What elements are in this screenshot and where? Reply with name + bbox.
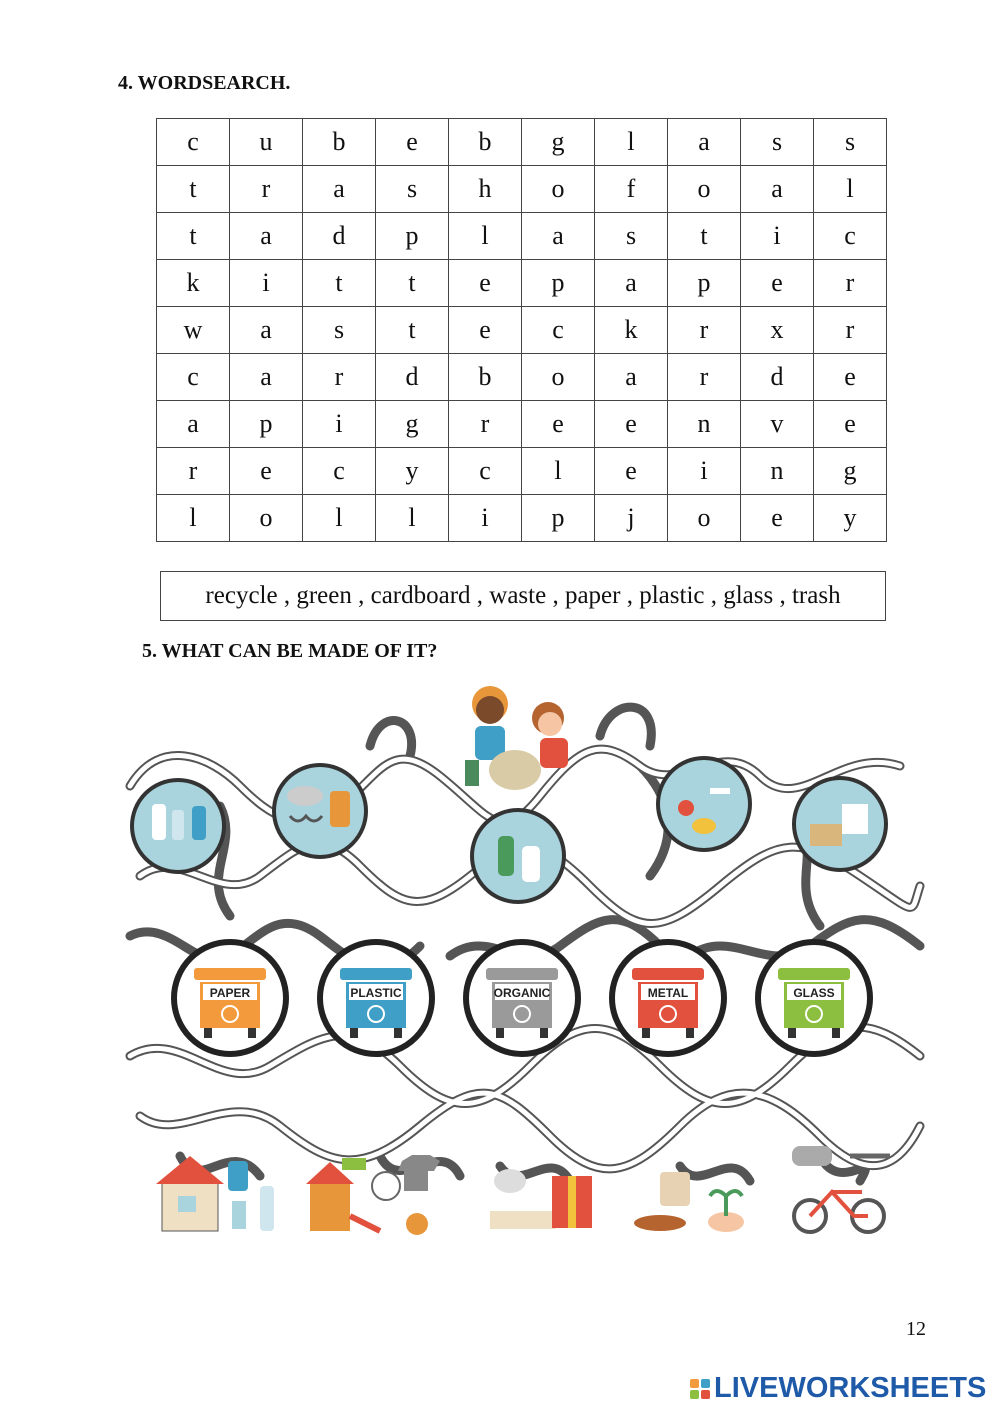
bin-wheel [248,1028,256,1038]
bin-wheel [394,1028,402,1038]
grid-cell[interactable]: a [668,119,741,166]
word-bank: recycle , green , cardboard , waste , paper , plastic , glass , trash [160,571,886,621]
grid-cell[interactable]: c [814,213,887,260]
grid-cell[interactable]: a [230,354,303,401]
grid-cell[interactable]: r [230,166,303,213]
bin-wheel [642,1028,650,1038]
grid-cell[interactable]: p [230,401,303,448]
grid-cell[interactable]: t [668,213,741,260]
grid-cell[interactable]: c [522,307,595,354]
grid-cell[interactable]: t [157,166,230,213]
grid-cell[interactable]: w [157,307,230,354]
grid-cell[interactable]: t [376,307,449,354]
grid-cell[interactable]: e [522,401,595,448]
grid-cell[interactable]: r [157,448,230,495]
bin-wheel [788,1028,796,1038]
grid-cell[interactable]: c [303,448,376,495]
grid-cell[interactable]: g [814,448,887,495]
grid-cell[interactable]: s [741,119,814,166]
bin-plastic [320,942,432,1054]
bin-metal [612,942,724,1054]
grid-row [157,401,887,448]
grid-cell[interactable]: s [376,166,449,213]
grid-cell[interactable]: c [449,448,522,495]
grid-cell[interactable]: e [449,307,522,354]
grid-cell[interactable]: t [376,260,449,307]
food-scraps-icon [658,758,750,850]
grid-cell[interactable]: i [303,401,376,448]
grid-cell[interactable]: e [741,495,814,542]
grid-cell[interactable]: g [376,401,449,448]
grid-cell[interactable]: r [449,401,522,448]
grid-cell[interactable]: p [522,260,595,307]
grid-cell[interactable]: a [157,401,230,448]
grid-cell[interactable]: h [449,166,522,213]
grid-cell[interactable]: e [741,260,814,307]
grid-cell[interactable]: e [814,354,887,401]
grid-cell[interactable]: d [303,213,376,260]
section-4-title: 4. WORDSEARCH. [118,72,291,94]
bin-label: GLASS [793,986,835,1000]
grid-cell[interactable]: p [522,495,595,542]
grid-cell[interactable]: t [157,213,230,260]
grid-cell[interactable]: s [303,307,376,354]
grid-cell[interactable]: e [376,119,449,166]
grid-cell[interactable]: e [595,401,668,448]
bin-label: METAL [647,986,689,1000]
grid-cell[interactable]: l [376,495,449,542]
grid-cell[interactable]: a [741,166,814,213]
grid-cell[interactable]: b [303,119,376,166]
grid-cell[interactable]: i [230,260,303,307]
grid-cell[interactable]: e [814,401,887,448]
liveworksheets-logo[interactable] [690,1372,986,1405]
grid-cell[interactable]: r [668,307,741,354]
bin-wheel [540,1028,548,1038]
grid-cell[interactable]: e [595,448,668,495]
playground-and-clothes-icon [306,1155,440,1235]
brand-name: LIVEWORKSHEETS [714,1372,987,1404]
glass-bottles-icon [472,810,564,902]
grid-cell[interactable]: r [668,354,741,401]
grid-cell[interactable]: s [814,119,887,166]
grid-cell[interactable]: e [230,448,303,495]
grid-row [157,448,887,495]
grid-cell[interactable]: o [230,495,303,542]
brand-mark-icon [690,1379,710,1399]
cans-icon [274,765,366,857]
grid-row [157,307,887,354]
grid-row [157,495,887,542]
bin-label: PLASTIC [350,986,402,1000]
grid-cell[interactable]: d [376,354,449,401]
grid-cell[interactable]: a [303,166,376,213]
grid-cell[interactable]: a [522,213,595,260]
grid-cell[interactable]: n [741,448,814,495]
grid-cell[interactable]: l [814,166,887,213]
grid-cell[interactable]: o [668,495,741,542]
grid-cell[interactable]: y [814,495,887,542]
grid-cell[interactable]: t [303,260,376,307]
grid-cell[interactable]: c [157,354,230,401]
page-number: 12 [906,1318,926,1340]
grid-row [157,354,887,401]
grid-cell[interactable]: a [230,213,303,260]
grid-cell[interactable]: b [449,119,522,166]
grid-cell[interactable]: r [814,307,887,354]
grid-cell[interactable]: x [741,307,814,354]
grid-cell[interactable]: p [668,260,741,307]
grid-cell[interactable]: f [595,166,668,213]
grid-cell[interactable]: a [230,307,303,354]
compost-and-sprout-icon [634,1172,744,1232]
grid-cell[interactable]: p [376,213,449,260]
grid-cell[interactable]: o [522,354,595,401]
grid-cell[interactable]: d [741,354,814,401]
grid-cell[interactable]: l [522,448,595,495]
paper-boxes-icon [794,778,886,870]
grid-cell[interactable]: e [449,260,522,307]
plastic-bottles-icon [132,780,224,872]
bin-wheel [686,1028,694,1038]
grid-cell[interactable]: a [595,354,668,401]
grid-cell[interactable]: a [595,260,668,307]
grid-cell[interactable]: r [303,354,376,401]
bin-glass [758,942,870,1054]
grid-cell[interactable]: i [668,448,741,495]
grid-cell[interactable]: o [522,166,595,213]
section-5-title: 5. WHAT CAN BE MADE OF IT? [142,640,438,662]
grid-cell[interactable]: r [814,260,887,307]
bin-wheel [350,1028,358,1038]
grid-cell[interactable]: i [449,495,522,542]
grid-cell[interactable]: n [668,401,741,448]
grid-cell[interactable]: v [741,401,814,448]
grid-cell[interactable]: l [595,119,668,166]
bin-wheel [832,1028,840,1038]
bin-wheel [496,1028,504,1038]
grid-cell[interactable]: k [157,260,230,307]
bin-paper [174,942,286,1054]
grid-cell[interactable]: j [595,495,668,542]
grid-cell[interactable]: l [303,495,376,542]
tissue-and-gift-icon [490,1169,592,1229]
bin-wheel [204,1028,212,1038]
grid-cell[interactable]: o [668,166,741,213]
grid-cell[interactable]: y [376,448,449,495]
grid-cell[interactable]: g [522,119,595,166]
grid-row [157,166,887,213]
grid-cell[interactable]: c [157,119,230,166]
grid-cell[interactable]: k [595,307,668,354]
bin-organic [466,942,578,1054]
grid-row [157,260,887,307]
grid-cell[interactable]: b [449,354,522,401]
grid-cell[interactable]: s [595,213,668,260]
grid-cell[interactable]: l [157,495,230,542]
grid-row [157,213,887,260]
bin-label: PAPER [209,986,251,1000]
grid-cell[interactable]: u [230,119,303,166]
grid-cell[interactable]: l [449,213,522,260]
grid-cell[interactable]: i [741,213,814,260]
bin-label: ORGANIC [493,986,551,1000]
recycling-maze-illustration [120,676,930,1246]
wordsearch-grid [156,118,887,542]
grid-row [157,119,887,166]
